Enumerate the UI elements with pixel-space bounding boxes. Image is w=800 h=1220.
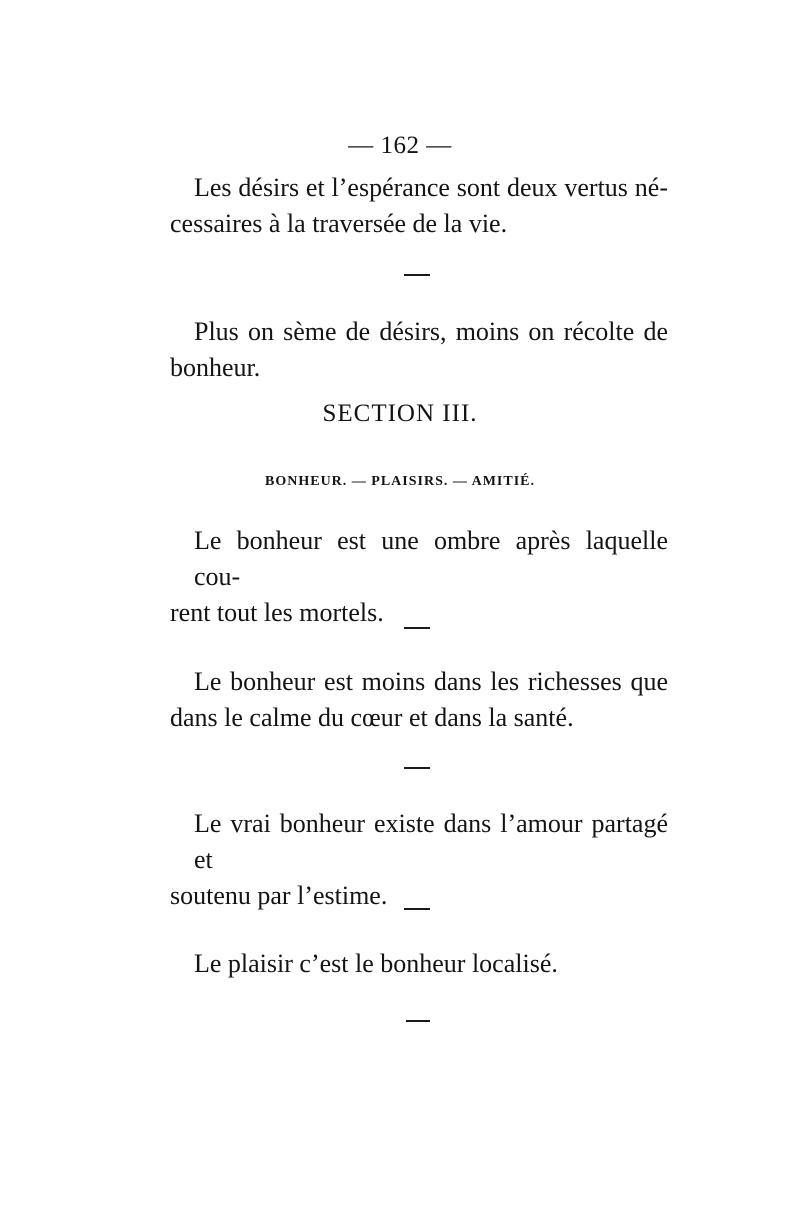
paragraph-line: rent tout les mortels. xyxy=(170,598,384,627)
separator-dash xyxy=(406,1020,430,1022)
paragraph-line: Plus on sème de désirs, moins on récolte de xyxy=(194,317,668,346)
paragraph-line: Le vrai bonheur existe dans l’amour partagé et xyxy=(194,809,668,874)
paragraph xyxy=(170,946,668,982)
separator-dash xyxy=(404,767,430,769)
paragraph-line: dans le calme du cœur et dans la santé. xyxy=(170,703,574,732)
paragraph-line: Le bonheur est moins dans les richesses que xyxy=(194,667,668,696)
separator-dash xyxy=(404,627,430,629)
section-subtitle: BONHEUR. — PLAISIRS. — AMITIÉ. xyxy=(265,474,535,489)
paragraph-line: Le plaisir c’est le bonheur localisé. xyxy=(194,949,558,978)
separator-dash xyxy=(404,274,430,276)
paragraph-line: Le bonheur est une ombre après laquelle cou- xyxy=(194,526,668,591)
paragraph-line: Les désirs et l’espérance sont deux vertus né- xyxy=(194,173,668,202)
separator-dash xyxy=(404,908,430,910)
paragraph xyxy=(170,664,668,736)
paragraph xyxy=(170,806,668,914)
paragraph xyxy=(170,314,668,386)
paragraph xyxy=(170,170,668,242)
paragraph-line: soutenu par l’estime. xyxy=(170,881,388,910)
paragraph-line: bonheur. xyxy=(170,353,261,382)
paragraph xyxy=(170,523,668,631)
page-number: — 162 — xyxy=(348,132,452,159)
section-title: SECTION III. xyxy=(322,400,478,427)
paragraph-line: cessaires à la traversée de la vie. xyxy=(170,209,508,238)
